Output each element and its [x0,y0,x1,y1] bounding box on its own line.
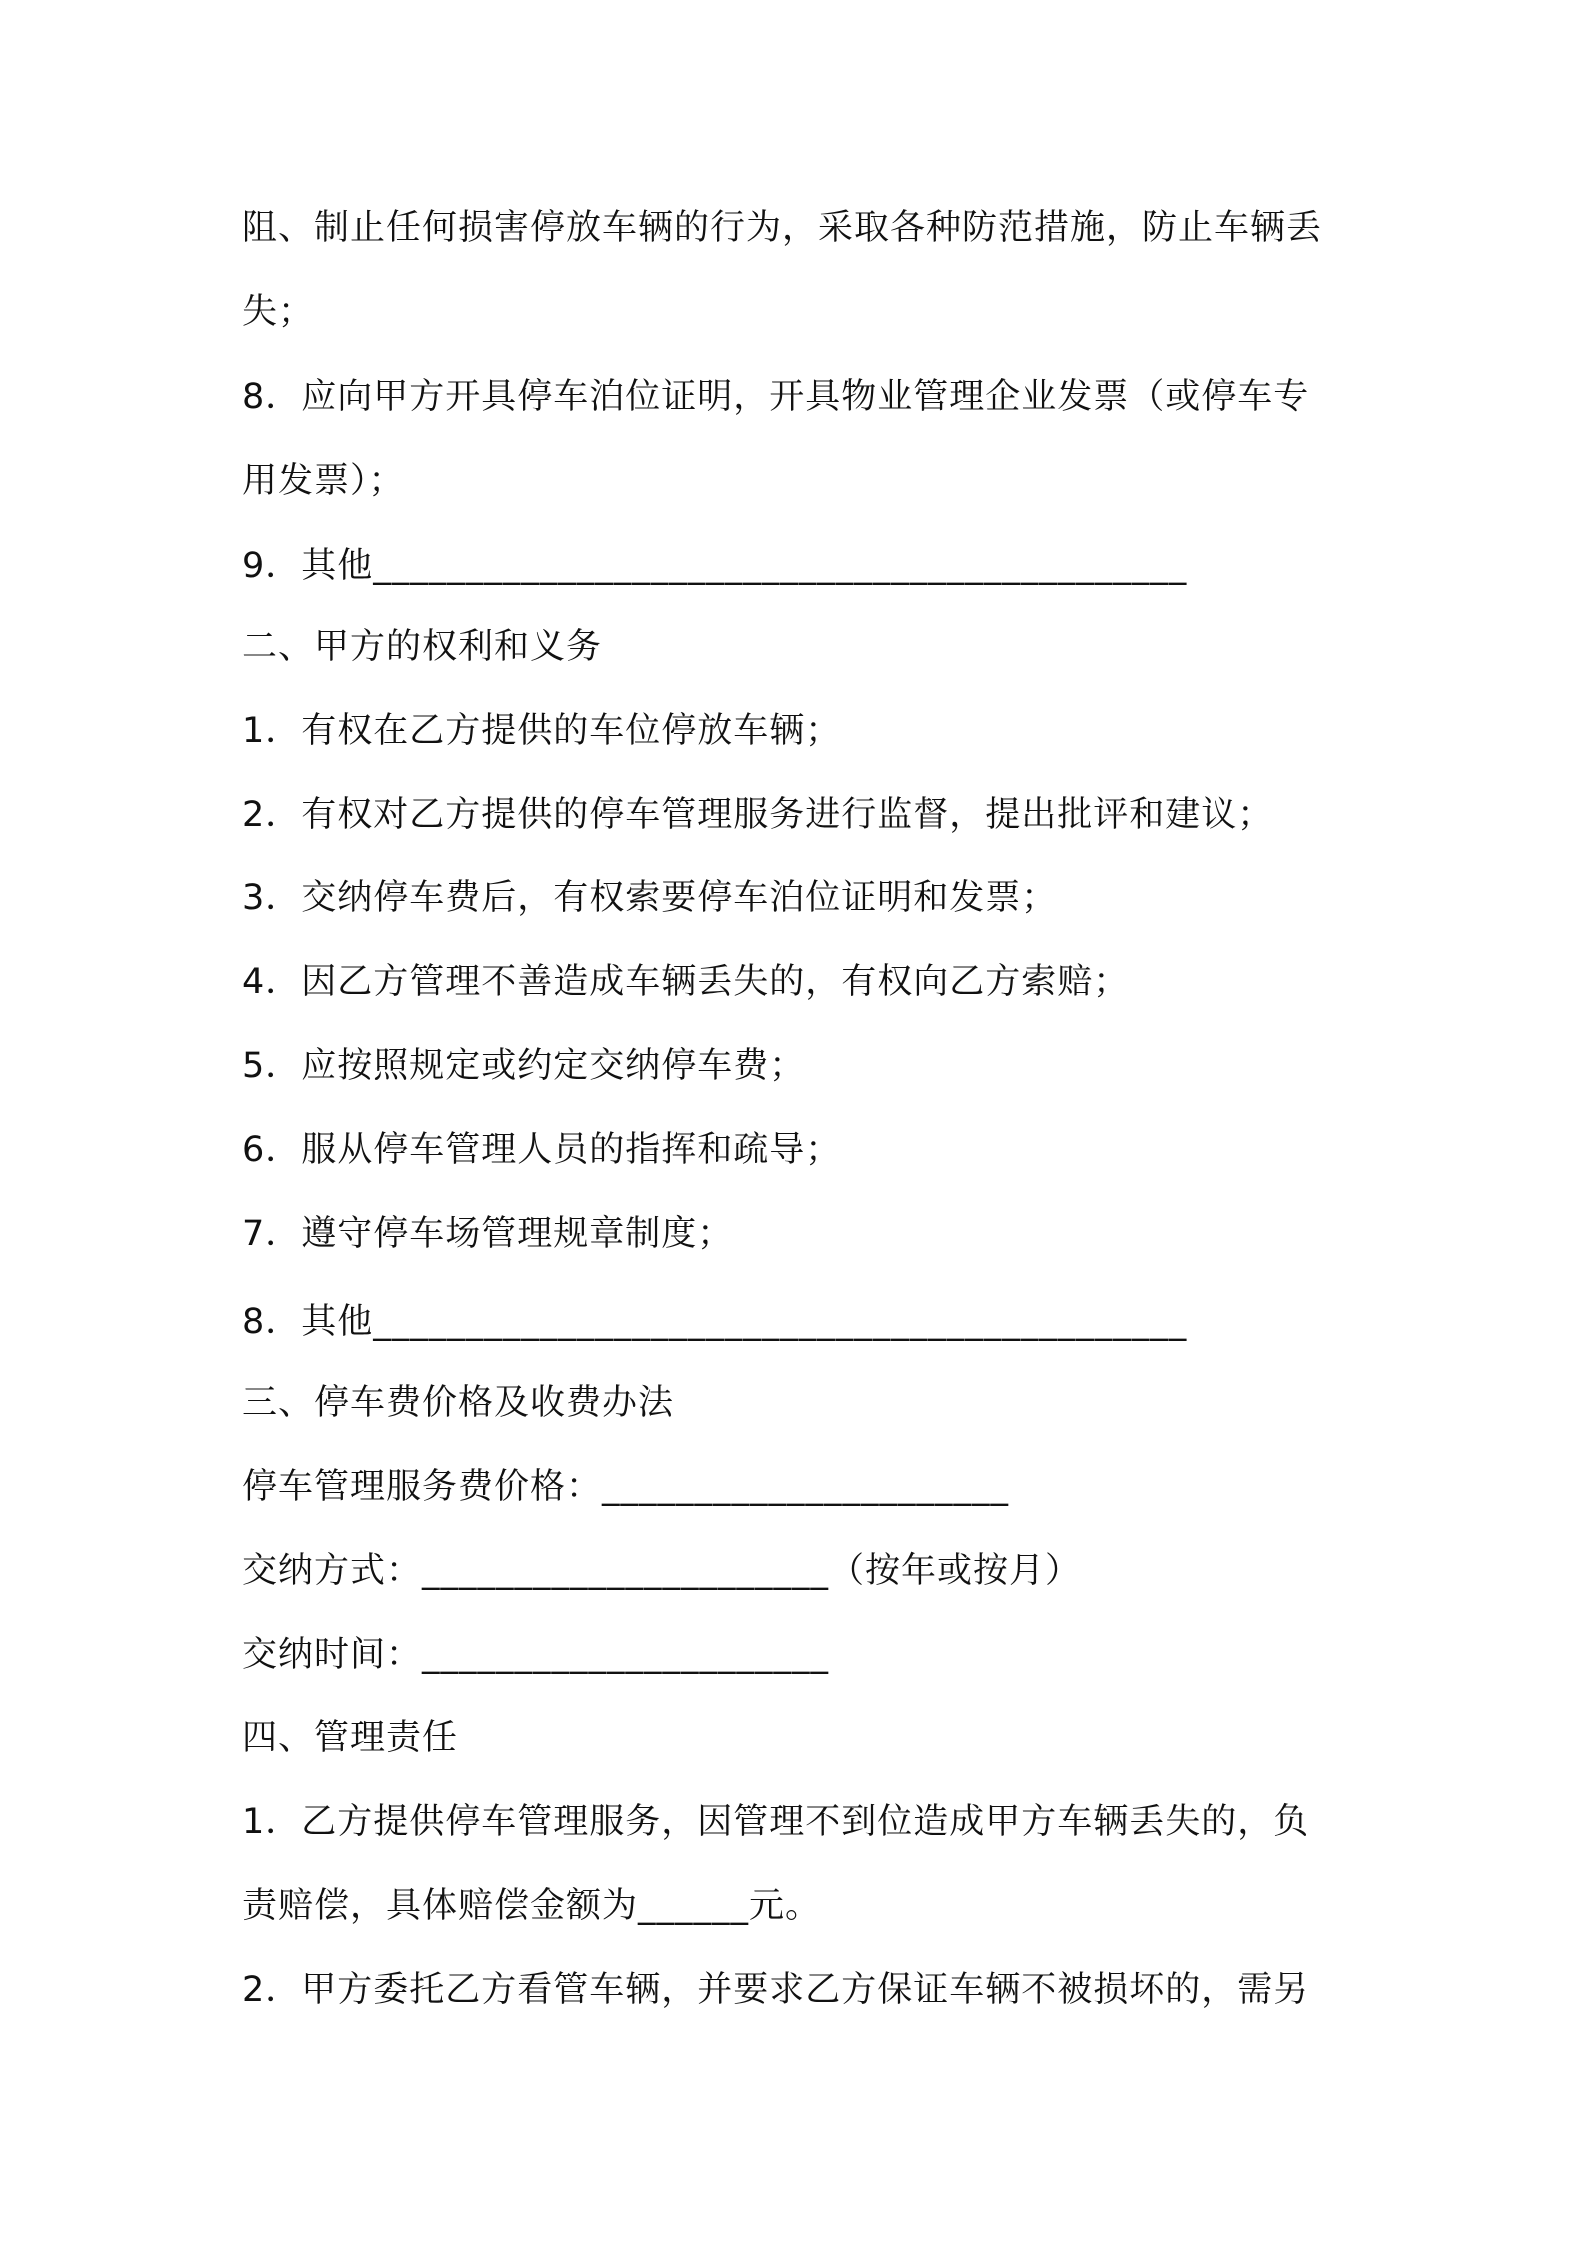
list-item: 2．甲方委托乙方看管车辆，并要求乙方保证车辆不被损坏的，需另 [242,1970,1310,2010]
blank-line-item-8: 8．其他____________________________________________ [242,1302,1188,1342]
list-item: 4．因乙方管理不善造成车辆丢失的，有权向乙方索赔； [242,962,1130,1002]
section-heading: 四、管理责任 [242,1718,459,1758]
list-item: 1．有权在乙方提供的车位停放车辆； [242,711,842,751]
list-item: 3．交纳停车费后，有权索要停车泊位证明和发票； [242,878,1058,918]
list-item: 2．有权对乙方提供的停车管理服务进行监督，提出批评和建议； [242,795,1274,835]
section-heading: 二、甲方的权利和义务 [242,627,603,667]
list-item: 6．服从停车管理人员的指挥和疏导； [242,1130,842,1170]
section-heading: 三、停车费价格及收费办法 [242,1383,675,1423]
list-item: 5．应按照规定或约定交纳停车费； [242,1046,806,1086]
fill-in-payment-method: 交纳方式：______________________（按年或按月） [242,1551,1082,1591]
blank-line-item-9: 9．其他____________________________________________ [242,546,1188,586]
fill-in-payment-time: 交纳时间：______________________ [242,1635,830,1675]
list-item: 7．遵守停车场管理规章制度； [242,1214,734,1254]
list-item: 责赔偿，具体赔偿金额为______元。 [242,1886,822,1926]
text-line: 失； [242,292,315,332]
fill-in-price: 停车管理服务费价格：______________________ [242,1467,1010,1507]
text-line: 用发票）； [242,461,405,501]
text-line: 阻、制止任何损害停放车辆的行为，采取各种防范措施，防止车辆丢 [242,208,1323,248]
list-item: 1．乙方提供停车管理服务，因管理不到位造成甲方车辆丢失的，负 [242,1802,1310,1842]
text-line: 8．应向甲方开具停车泊位证明，开具物业管理企业发票（或停车专 [242,377,1310,417]
